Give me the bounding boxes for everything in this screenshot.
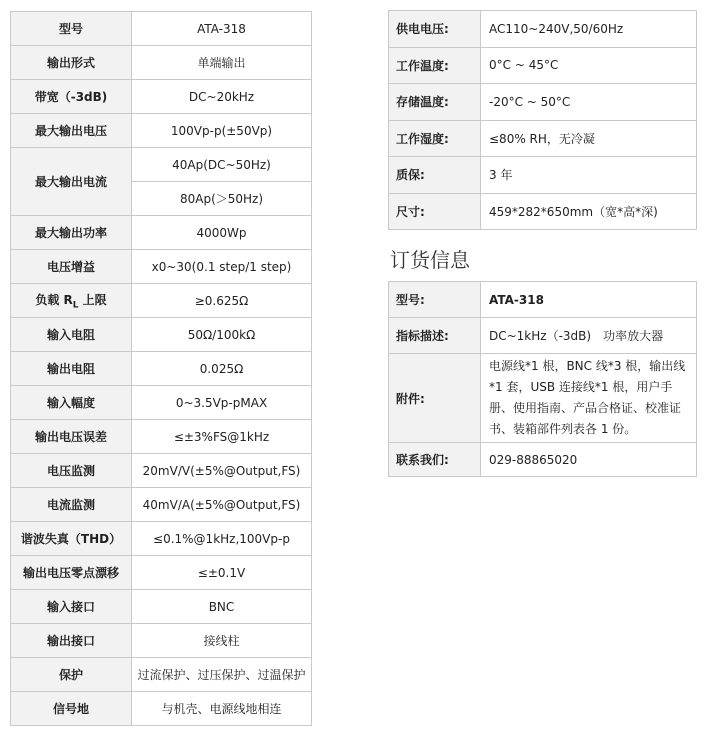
spec-label: 输出电压零点漂移	[11, 556, 132, 590]
spec-label: 信号地	[11, 692, 132, 726]
spec-label: 谐波失真（THD）	[11, 522, 132, 556]
order-label: 附件:	[389, 354, 481, 443]
spec-label: 电流监测	[11, 488, 132, 522]
spec-value: 40Ap(DC~50Hz)	[132, 148, 312, 182]
table-row	[11, 148, 312, 182]
order-label: 联系我们:	[389, 443, 481, 477]
spec-label: 质保:	[389, 157, 481, 194]
table-row	[389, 318, 697, 354]
table-row	[11, 318, 312, 352]
spec-label: 最大输出功率	[11, 216, 132, 250]
spec-value: ≤±3%FS@1kHz	[132, 420, 312, 454]
spec-value: 0°C ~ 45°C	[481, 47, 697, 84]
spec-value: DC~20kHz	[132, 80, 312, 114]
order-value: ATA-318	[481, 282, 697, 318]
table-row	[11, 12, 312, 46]
spec-value: 0.025Ω	[132, 352, 312, 386]
spec-value: ≤±0.1V	[132, 556, 312, 590]
spec-value: 459*282*650mm（宽*高*深)	[481, 193, 697, 230]
spec-value: 接线柱	[132, 624, 312, 658]
order-value: 029-88865020	[481, 443, 697, 477]
spec-value: 0~3.5Vp-pMAX	[132, 386, 312, 420]
table-row	[11, 114, 312, 148]
spec-value: ≤0.1%@1kHz,100Vp-p	[132, 522, 312, 556]
table-row	[389, 157, 697, 194]
spec-value: ATA-318	[132, 12, 312, 46]
spec-label: 输出电阻	[11, 352, 132, 386]
spec-label: 输出电压误差	[11, 420, 132, 454]
table-row	[11, 658, 312, 692]
spec-table-right	[388, 10, 697, 230]
spec-label-post: 上限	[78, 292, 107, 307]
spec-value: 单端输出	[132, 46, 312, 80]
spec-value: 4000Wp	[132, 216, 312, 250]
table-row	[389, 354, 697, 443]
table-row	[11, 624, 312, 658]
table-row	[11, 590, 312, 624]
table-row	[389, 443, 697, 477]
spec-label: 输出接口	[11, 624, 132, 658]
order-label: 指标描述:	[389, 318, 481, 354]
table-row	[11, 216, 312, 250]
table-row	[11, 692, 312, 726]
table-row	[11, 488, 312, 522]
order-label: 型号:	[389, 282, 481, 318]
order-value: DC~1kHz（-3dB) 功率放大器	[481, 318, 697, 354]
table-row	[389, 84, 697, 121]
spec-label: 带宽（-3dB)	[11, 80, 132, 114]
spec-value: x0~30(0.1 step/1 step)	[132, 250, 312, 284]
spec-label: 保护	[11, 658, 132, 692]
table-row	[389, 47, 697, 84]
table-row	[389, 193, 697, 230]
table-row	[11, 420, 312, 454]
spec-label: 尺寸:	[389, 193, 481, 230]
spec-label: 工作湿度:	[389, 120, 481, 157]
spec-value: -20°C ~ 50°C	[481, 84, 697, 121]
table-row	[11, 522, 312, 556]
spec-value: BNC	[132, 590, 312, 624]
table-row	[389, 282, 697, 318]
spec-value: 100Vp-p(±50Vp)	[132, 114, 312, 148]
spec-label: 存储温度:	[389, 84, 481, 121]
spec-label: 电压增益	[11, 250, 132, 284]
spec-label: 输入幅度	[11, 386, 132, 420]
spec-value: ≤80% RH，无冷凝	[481, 120, 697, 157]
order-info-title: 订货信息	[390, 248, 470, 272]
spec-value: AC110~240V,50/60Hz	[481, 11, 697, 48]
spec-label	[11, 284, 132, 318]
table-row	[389, 11, 697, 48]
table-row	[11, 352, 312, 386]
spec-label: 供电电压:	[389, 11, 481, 48]
spec-label: 最大输出电流	[11, 148, 132, 216]
spec-label: 输入接口	[11, 590, 132, 624]
table-row	[11, 556, 312, 590]
spec-label: 工作温度:	[389, 47, 481, 84]
spec-value: 80Ap(＞50Hz)	[132, 182, 312, 216]
table-row	[11, 386, 312, 420]
spec-label: 输出形式	[11, 46, 132, 80]
table-row	[389, 120, 697, 157]
table-row	[11, 250, 312, 284]
spec-value: 过流保护、过压保护、过温保护	[132, 658, 312, 692]
table-row	[11, 284, 312, 318]
table-row	[11, 46, 312, 80]
spec-value: 50Ω/100kΩ	[132, 318, 312, 352]
spec-value: 3 年	[481, 157, 697, 194]
spec-value: ≥0.625Ω	[132, 284, 312, 318]
spec-value: 20mV/V(±5%@Output,FS)	[132, 454, 312, 488]
spec-label: 型号	[11, 12, 132, 46]
spec-label: 输入电阻	[11, 318, 132, 352]
spec-label-pre: 负载 R	[35, 292, 73, 307]
order-value: 电源线*1 根，BNC 线*3 根，输出线*1 套，USB 连接线*1 根，用户手册、使用指南、产品合格证、校准证书、装箱部件列表各 1 份。	[481, 354, 697, 443]
spec-label: 最大输出电压	[11, 114, 132, 148]
spec-value: 与机壳、电源线地相连	[132, 692, 312, 726]
spec-label-sub: L	[72, 300, 79, 311]
spec-label: 电压监测	[11, 454, 132, 488]
order-info-table	[388, 281, 697, 477]
spec-table-left	[10, 11, 312, 726]
table-row	[11, 454, 312, 488]
spec-value: 40mV/A(±5%@Output,FS)	[132, 488, 312, 522]
table-row	[11, 80, 312, 114]
